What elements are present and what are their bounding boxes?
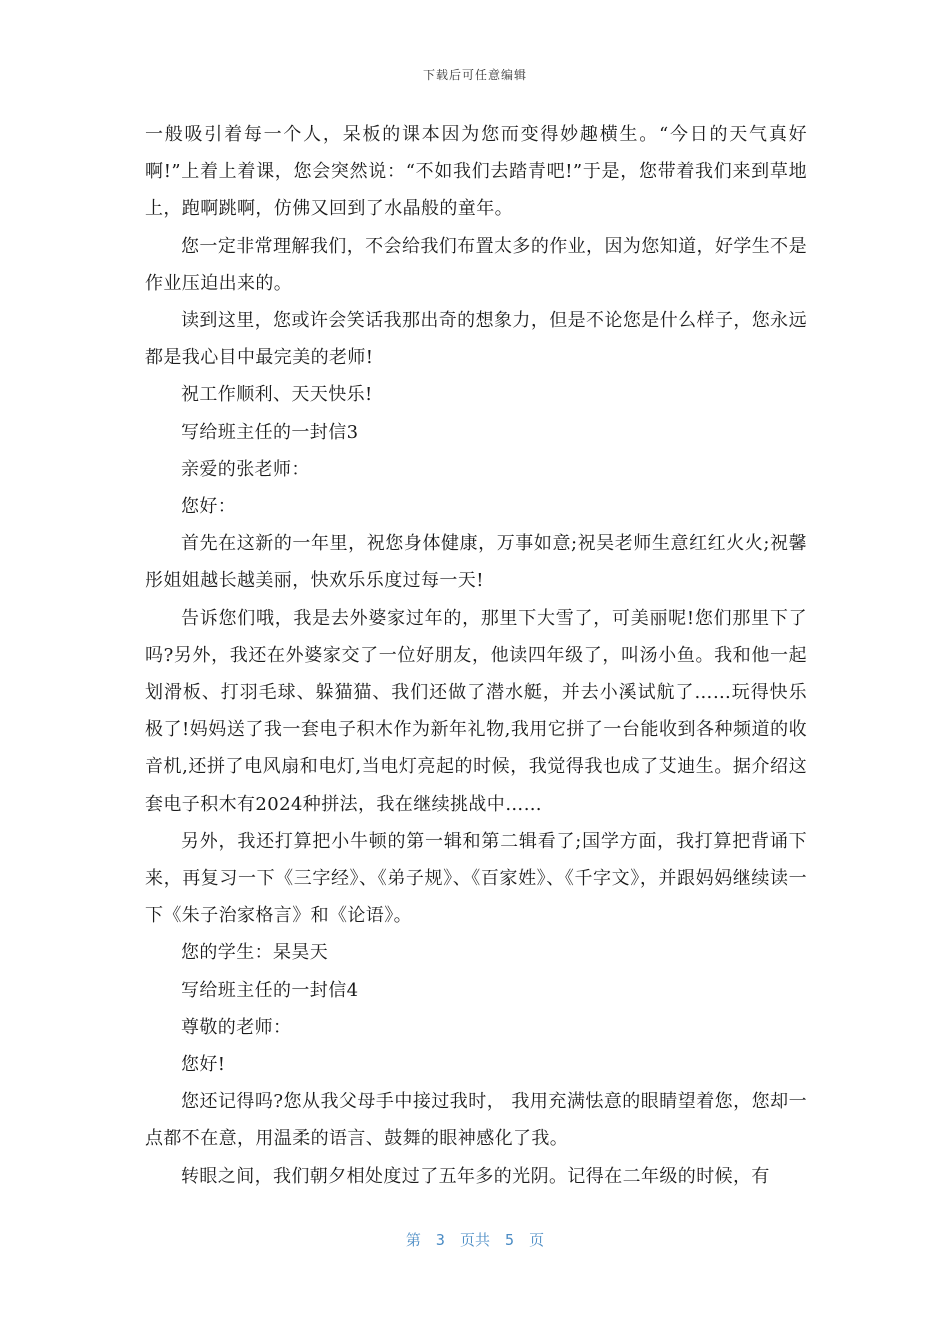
document-body <box>145 116 807 1195</box>
salutation: 亲爱的张老师： <box>181 458 310 480</box>
closing-wish: 祝工作顺利、天天快乐! <box>181 384 373 406</box>
paragraph: 告诉您们哦，我是去外婆家过年的，那里下大雪了，可美丽呢!您们那里下了吗?另外，我还在外婆家交了一位好朋友，他读四年级了，叫汤小鱼。我和他一起划滑板、打羽毛球、躲猫猫、我们还做了潜水艇，并去小溪试航了……玩得快乐极了!妈妈送了我一套电子积木作为新年礼物,我用它拼了一台能收到各种频道的收音机,还拼了电风扇和电灯,当电灯亮起的时候，我觉得我也成了艾迪生。据介绍这套电子积木有2024种拼法，我在继续挑战中…… <box>145 607 807 815</box>
paragraph: 另外，我还打算把小牛顿的第一辑和第二辑看了;国学方面，我打算把背诵下来，再复习一下《三字经》、《弟子规》、《百家姓》、《千字文》，并跟妈妈继续读一下《朱子治家格言》和《论语》。 <box>145 830 807 927</box>
greeting: 您好： <box>181 496 237 518</box>
paragraph: 读到这里，您或许会笑话我那出奇的想象力，但是不论您是什么样子，您永远都是我心目中最完美的老师! <box>145 310 807 369</box>
section-title: 写给班主任的一封信4 <box>181 979 359 1001</box>
page-number-footer: 第 3 页共 5 页 <box>405 1231 545 1249</box>
greeting: 您好! <box>181 1054 226 1076</box>
signature: 您的学生：杲昊天 <box>181 942 329 964</box>
page-header-note: 下载后可任意编辑 <box>422 68 527 82</box>
paragraph: 您还记得吗?您从我父母手中接过我时， 我用充满怯意的眼睛望着您，您却一点都不在意，用温柔的语言、鼓舞的眼神感化了我。 <box>145 1091 807 1150</box>
section-title: 写给班主任的一封信3 <box>181 421 359 443</box>
salutation: 尊敬的老师： <box>181 1016 292 1038</box>
paragraph: 转眼之间，我们朝夕相处度过了五年多的光阴。记得在二年级的时候，有 <box>181 1165 770 1187</box>
paragraph: 首先在这新的一年里，祝您身体健康，万事如意;祝吴老师生意红红火火;祝馨彤姐姐越长越美丽，快欢乐乐度过每一天! <box>145 533 807 592</box>
paragraph: 一般吸引着每一个人，呆板的课本因为您而变得妙趣横生。“今日的天气真好啊!”上着上着课，您会突然说：“不如我们去踏青吧!”于是，您带着我们来到草地上，跑啊跳啊，仿佛又回到了水晶般的童年。 <box>145 124 807 220</box>
paragraph: 您一定非常理解我们，不会给我们布置太多的作业，因为您知道，好学生不是作业压迫出来的。 <box>145 235 807 294</box>
